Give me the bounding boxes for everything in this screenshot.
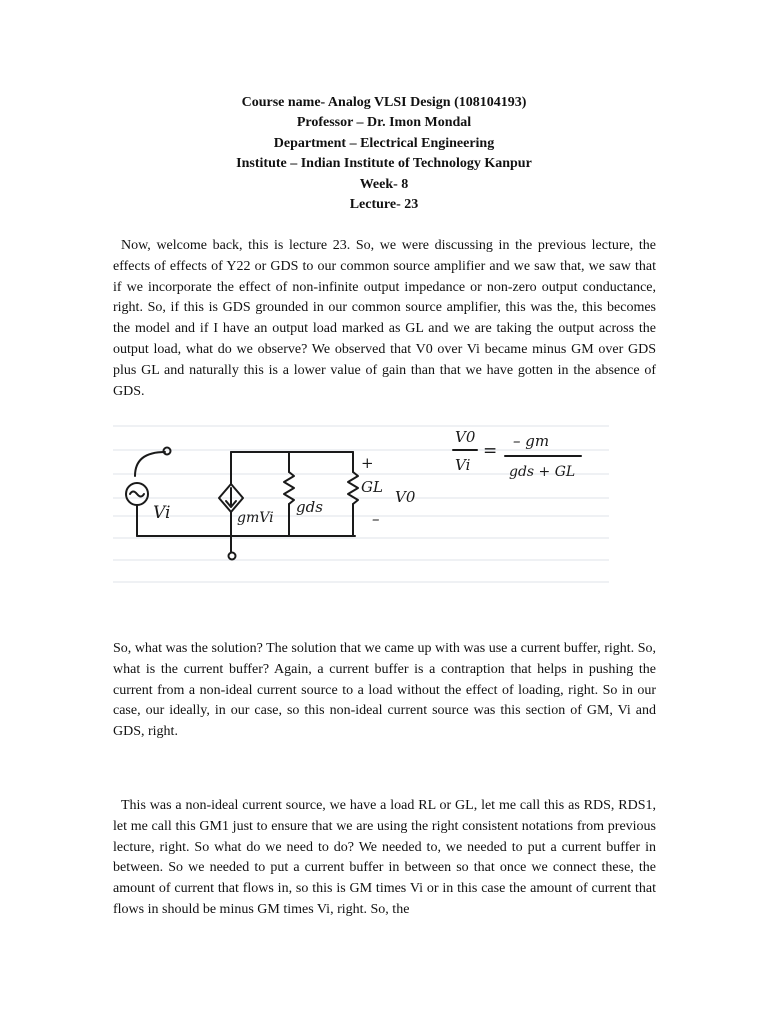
department-name: Department – Electrical Engineering	[273, 135, 495, 151]
equation-rhs-denominator: gds + GL	[509, 464, 576, 480]
professor-name: Professor – Dr. Imon Mondal	[296, 115, 472, 131]
institute-name: Institute – Indian Institute of Technology Kanpur	[236, 156, 532, 172]
input-source-label: Vi	[153, 503, 171, 523]
lecture-number: Lecture- 23	[349, 197, 419, 213]
output-plus-sign: +	[361, 454, 374, 472]
course-name: Course name- Analog VLSI Design (108104193)	[241, 95, 527, 110]
gds-label: gds	[296, 498, 323, 516]
week-number: Week- 8	[359, 176, 409, 192]
gds-resistor	[284, 452, 294, 536]
document-header	[0, 93, 768, 215]
equation-equals: =	[483, 441, 498, 461]
load-resistor	[348, 452, 358, 536]
paragraph-3: This was a non-ideal current source, we have a load RL or GL, let me call this as RDS, RDS1, let me call this GM1 just to ensure that we are using the right consistent notations from previous lecture, right. So what do we need to do? We needed to, we needed to put a current buffer in between. So we needed to put a current buffer in between so that once we connect these, the amount of current that flows in, so this is GM times Vi or in this case the amount of current that flows in should be minus GM times Vi, right. So, the	[113, 798, 656, 917]
circuit-diagram	[113, 420, 613, 586]
circuit-figure	[113, 420, 613, 586]
ground-terminal	[229, 553, 236, 560]
output-voltage-label: V0	[395, 488, 416, 506]
gain-equation	[453, 428, 581, 480]
paragraph-2: So, what was the solution? The solution that we came up with was use a current buffer, right. So, what is the current buffer? Again, a current buffer is a contraption that helps in pushing the current from a non-ideal current source to a load without the effect of loading, right. So in our case, our ideally, in our case, so this non-ideal current source was this section of GM, Vi and GDS, right.	[113, 641, 656, 740]
equation-rhs-numerator: – gm	[513, 432, 550, 450]
equation-vi: Vi	[455, 456, 471, 474]
output-minus-sign: –	[372, 510, 380, 528]
dependent-source-label: gmVi	[237, 510, 274, 526]
equation-v0: V0	[455, 428, 476, 446]
paragraph-1: Now, welcome back, this is lecture 23. So, we were discussing in the previous lecture, the effects of effects of Y22 or GDS to our common source amplifier and we saw that, we saw that if we incorporate the effect of non-infinite output impedance or non-zero output conductance, right. So, if this is GDS grounded in our common source amplifier, this was the, this becomes the model and if I have an output load marked as GL and we are taking the output across the output load, what do we observe? We observed that V0 over Vi became minus GM over GDS plus GL and naturally this is a lower value of gain than that we have gotten in the absence of GDS.	[113, 238, 656, 399]
load-label: GL	[361, 478, 383, 496]
